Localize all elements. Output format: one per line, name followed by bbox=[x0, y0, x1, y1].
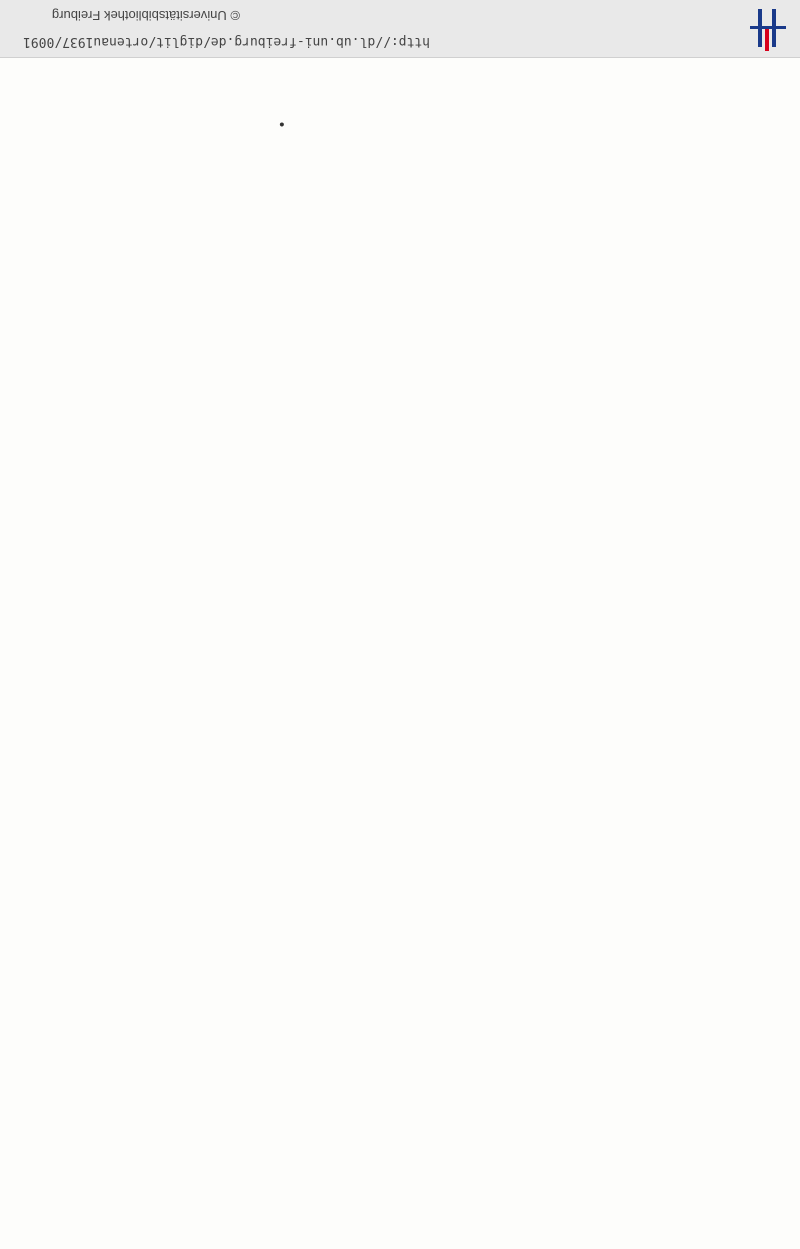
logo-bar-center bbox=[765, 27, 769, 51]
page-mark: • bbox=[277, 115, 286, 131]
logo-crossbar bbox=[750, 26, 786, 29]
copyright-notice: © Universitätsbibliothek Freiburg bbox=[51, 8, 240, 23]
header-bar bbox=[0, 0, 800, 58]
source-url-link[interactable]: http://dl.ub.uni-freiburg.de/diglit/ortenau1937/0091 bbox=[23, 34, 430, 49]
university-logo-icon[interactable] bbox=[746, 7, 790, 51]
